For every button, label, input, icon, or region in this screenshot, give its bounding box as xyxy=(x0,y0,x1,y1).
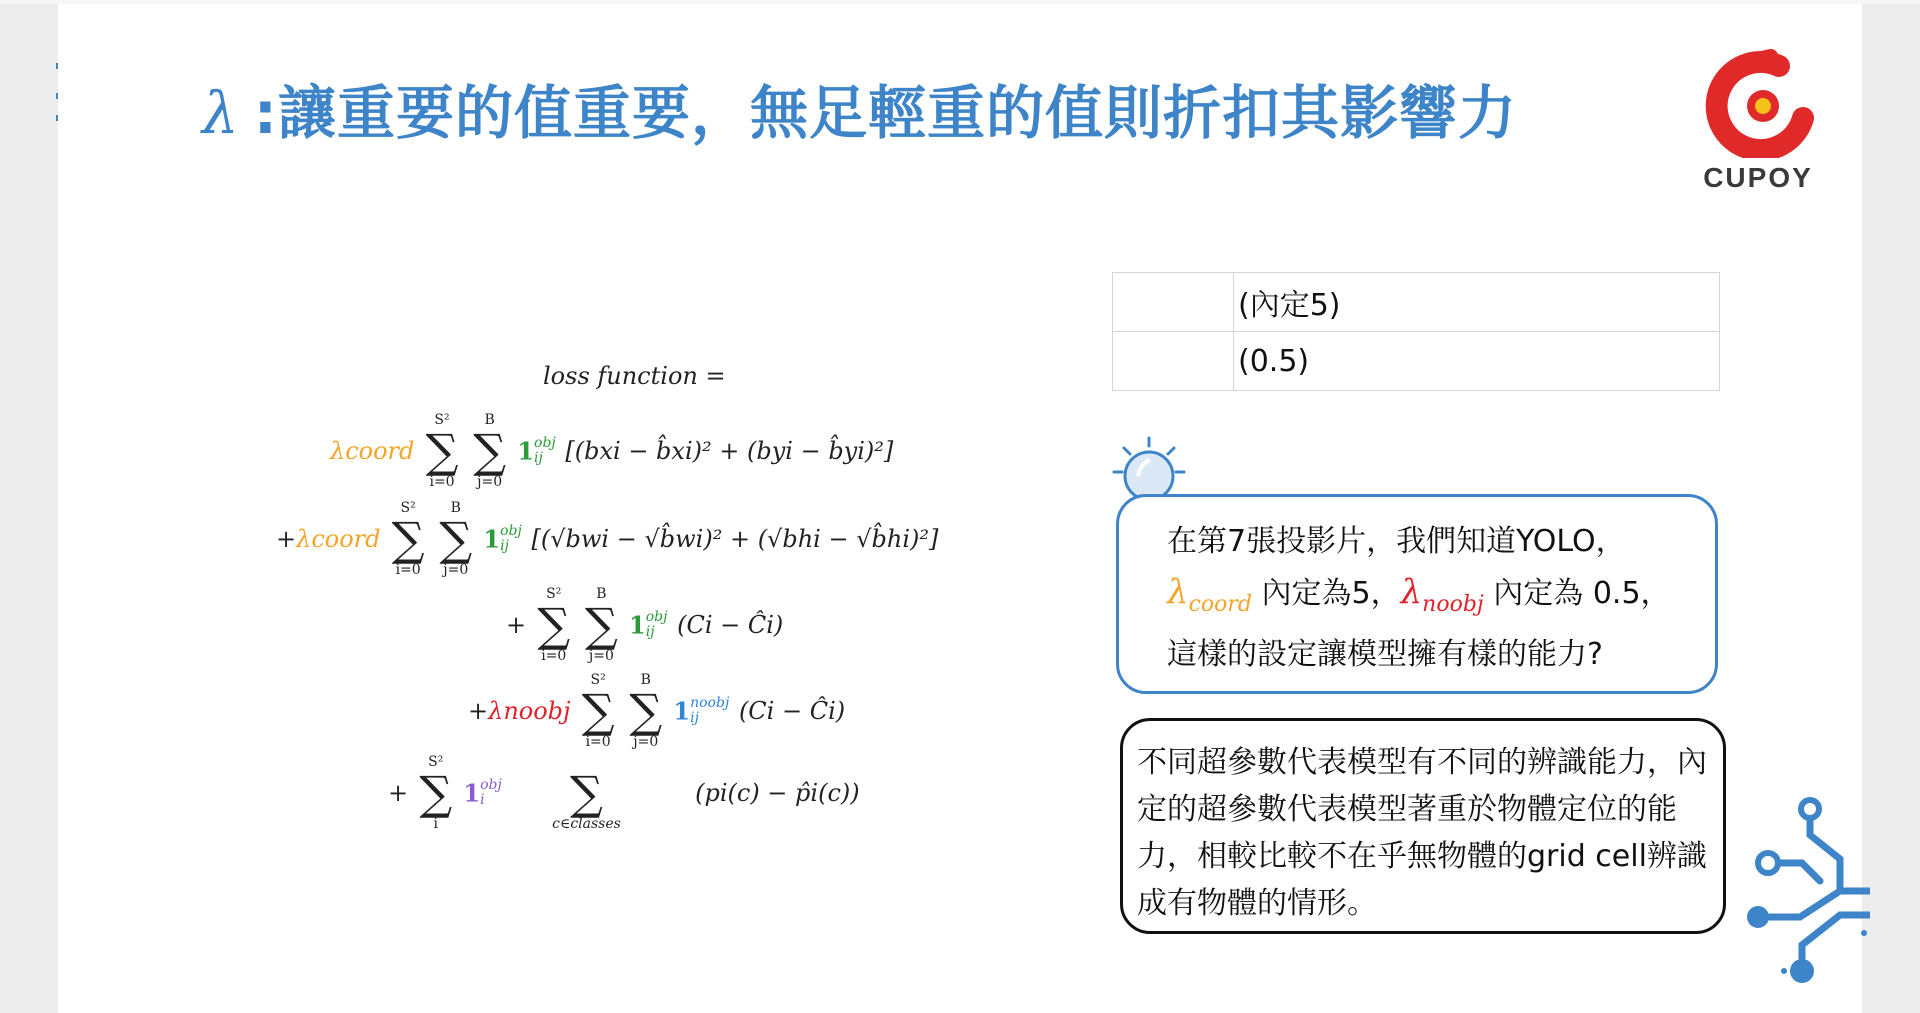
loss-formula xyxy=(258,344,998,924)
term-1: [(bxi − b̂xi)² + (byi − b̂yi)²] xyxy=(565,437,894,465)
question-line-3: 這樣的設定讓模型擁有樣的能力? xyxy=(1167,636,1603,672)
table-cell: (內定5) xyxy=(1234,273,1720,332)
lambda-noobj: λnoobj xyxy=(488,697,571,725)
parameter-table xyxy=(1112,272,1720,391)
term-4: (Ci − Ĉi) xyxy=(738,697,846,725)
slide xyxy=(58,4,1862,1013)
sum-i: S² ∑ i=0 xyxy=(581,672,615,750)
cupoy-logo-icon xyxy=(1683,48,1833,158)
question-line-2: $\lambda_{coord}$ 內定為5，$\lambda_{noobj}$ 內定為 0.5， xyxy=(1167,572,1671,617)
term-5: (pi(c) − p̂i(c)) xyxy=(695,779,860,807)
question-line-1: 在第7張投影片，我們知道YOLO， xyxy=(1167,524,1626,559)
formula-line-1: λcoord S² ∑ i=0 B ∑ j=0 1obj ij [(bxi − b̂xi)² + (byi − b̂yi)²] xyxy=(330,412,894,490)
indicator-noobj: 1 xyxy=(673,696,691,726)
table-row xyxy=(1113,332,1720,391)
lambda-coord-2: λcoord xyxy=(296,525,381,553)
sum-j: B ∑ j=0 xyxy=(584,586,618,664)
circuit-decoration-right-icon xyxy=(1740,795,1870,985)
indicator-obj-i: 1 xyxy=(463,778,481,808)
formula-line-5: + S² ∑ i 1obj i ∑ c∈classes (pi(c) − p̂i(c)) xyxy=(388,754,860,832)
formula-line-2: +λcoord S² ∑ i=0 B ∑ j=0 1obj ij [(√bwi − √b̂wi)² + (√bhi − √b̂hi)²] xyxy=(276,500,939,578)
table-cell: (0.5) xyxy=(1234,332,1720,391)
sum-j: B ∑ j=0 xyxy=(473,412,507,490)
formula-line-3: + S² ∑ i=0 B ∑ j=0 1obj ij (Ci − Ĉi) xyxy=(506,586,784,664)
indicator-obj: 1 xyxy=(517,436,535,466)
indicator-obj: 1 xyxy=(629,610,646,640)
title-lambda: λ xyxy=(202,79,240,147)
formula-line-4: +λnoobj S² ∑ i=0 B ∑ j=0 1noobj ij (Ci − Ĉi) xyxy=(468,672,846,750)
sum-j: B ∑ j=0 xyxy=(629,672,663,750)
sum-j: B ∑ j=0 xyxy=(439,500,473,578)
sum-classes: ∑ c∈classes xyxy=(552,766,621,832)
term-2: [(√bwi − √b̂wi)² + (√bhi − √b̂hi)²] xyxy=(531,525,939,553)
sum-i: S² ∑ i=0 xyxy=(537,586,571,664)
slide-title xyxy=(202,66,1517,150)
logo-text: CUPOY xyxy=(1703,162,1813,193)
title-text: :讓重要的值重要，無足輕重的值則折扣其影響力 xyxy=(253,79,1517,147)
formula-header: loss function = xyxy=(543,362,726,390)
table-cell xyxy=(1113,273,1234,332)
lambda-coord-1: λcoord xyxy=(330,437,415,465)
question-box xyxy=(1116,494,1718,694)
indicator-obj: 1 xyxy=(483,524,501,554)
question-text xyxy=(1167,517,1671,680)
lambda-coord-label: $\lambda_{coord}$ xyxy=(1167,572,1252,617)
lambda-noobj-label: $\lambda_{noobj}$ xyxy=(1400,572,1484,617)
sum-i: S² ∑ i=0 xyxy=(425,412,459,490)
sum-i: S² ∑ i=0 xyxy=(391,500,425,578)
table-row xyxy=(1113,273,1720,332)
sum-i: S² ∑ i xyxy=(419,754,453,832)
term-3: (Ci − Ĉi) xyxy=(677,611,784,639)
cupoy-logo xyxy=(1683,48,1833,208)
table-cell xyxy=(1113,332,1234,391)
answer-text: 不同超參數代表模型有不同的辨識能力，內定的超參數代表模型著重於物體定位的能力，相較比較不在乎無物體的grid cell辨識成有物體的情形。 xyxy=(1137,745,1707,921)
answer-box xyxy=(1120,718,1726,934)
